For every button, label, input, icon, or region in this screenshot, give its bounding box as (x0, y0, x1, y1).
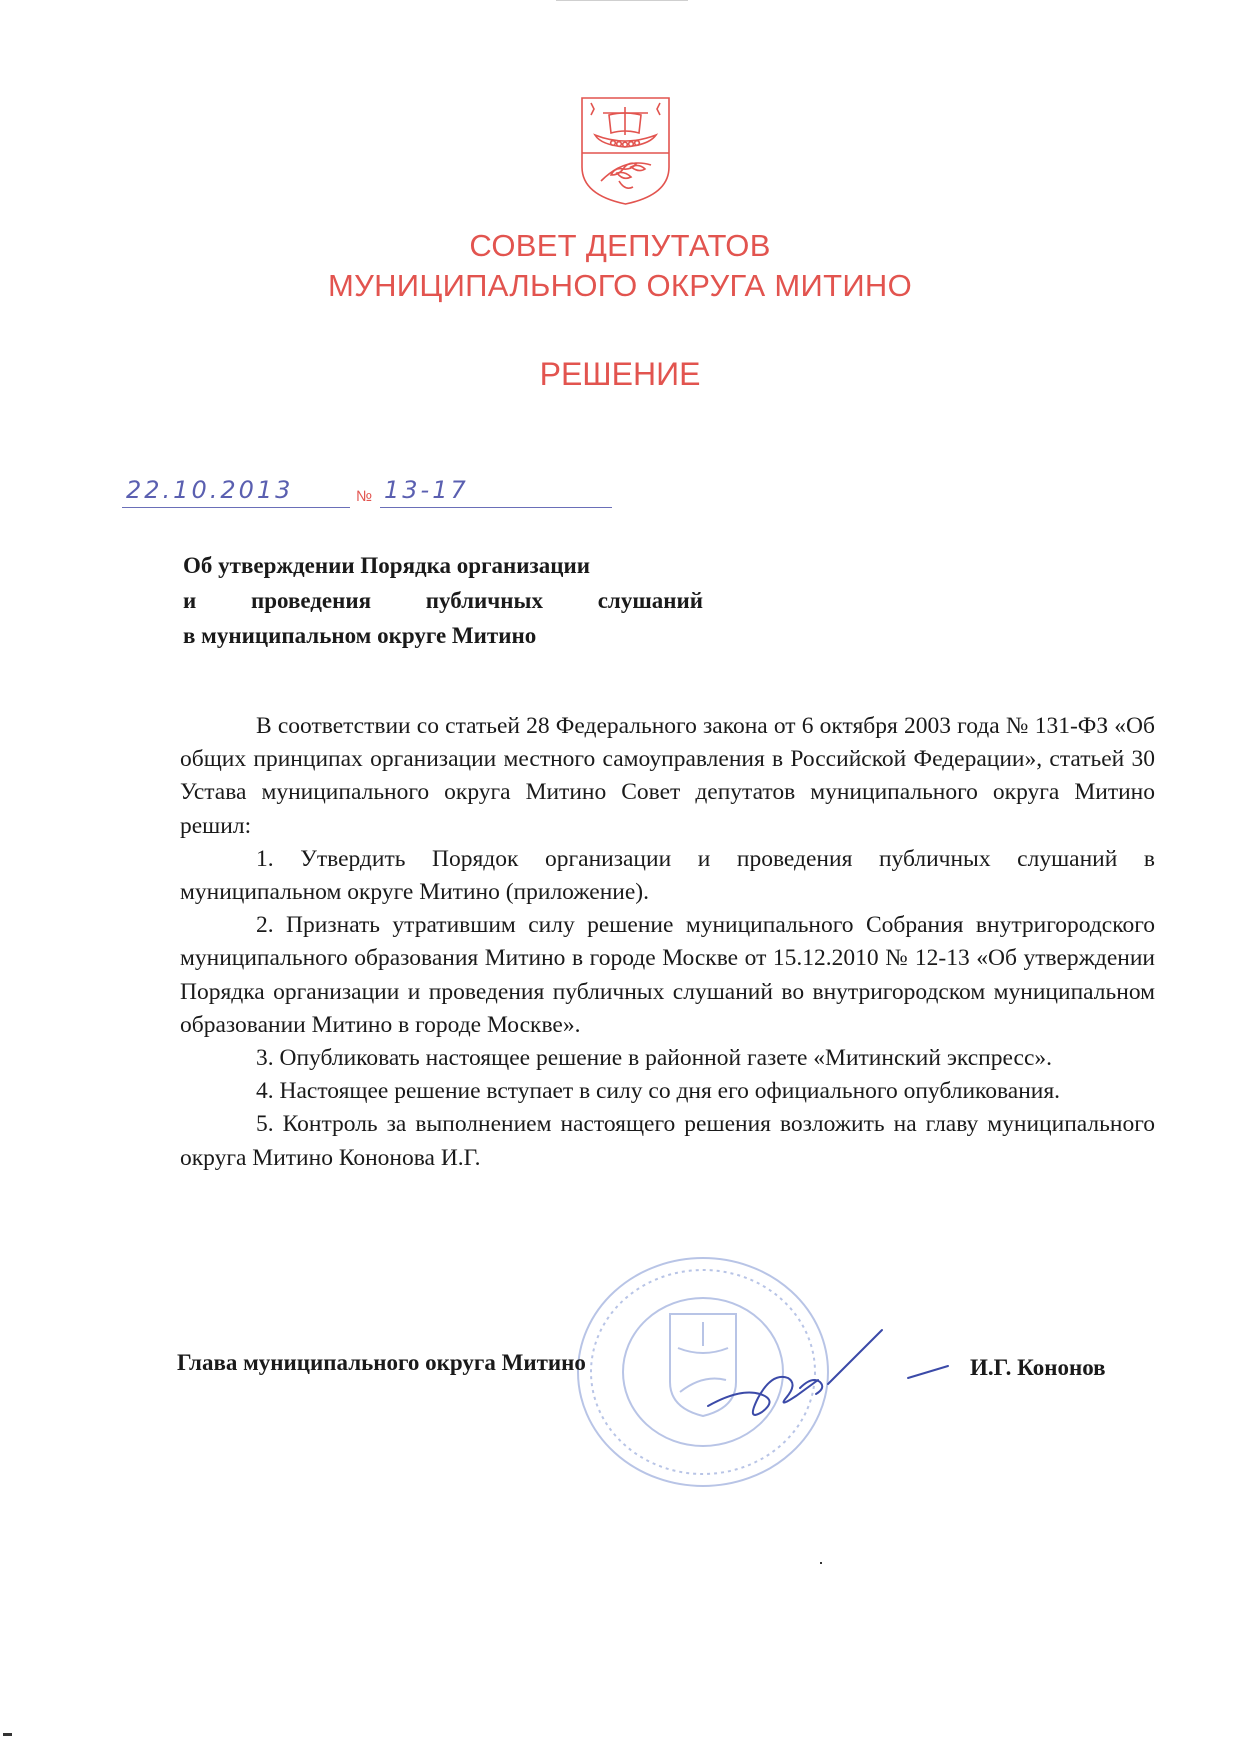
handwritten-date: 22.10.2013 (126, 476, 294, 504)
title-line-1: Об утверждении Порядка организации (183, 553, 591, 578)
preamble-paragraph: В соответствии со статьей 28 Федерального закона от 6 октября 2003 года № 131-ФЗ «Об общих принципах организации местного самоуправления в Российской Федерации», статьей 30 Устава муниципального округа Митино Совет депутатов муниципального округа Митино решил: (180, 713, 1155, 839)
scan-speck (820, 1562, 822, 1564)
number-sign: № (356, 488, 373, 505)
decision-item-4: 4. Настоящее решение вступает в силу со дня его официального опубликования. (256, 1078, 1061, 1105)
org-name-line-1: СОВЕТ ДЕПУТАТОВ (469, 228, 771, 263)
decision-title (183, 548, 703, 653)
org-name-line-2: МУНИЦИПАЛЬНОГО ОКРУГА МИТИНО (327, 268, 913, 303)
decision-item-1: 1. Утвердить Порядок организации и проведения публичных слушаний в муниципальном округе Митино (приложение). (180, 845, 1155, 906)
scan-edge (556, 0, 688, 1)
decision-item-5: 5. Контроль за выполнением настоящего решения возложить на главу муниципального округа Митино Кононова И.Г. (180, 1111, 1155, 1171)
decision-item-2: 2. Признать утратившим силу решение муниципального Собрания внутригородского муниципального образования Митино в городе Москве от 15.12.2010 № 12-13 «Об утверждении Порядка организации и проведения публичных слушаний во внутригородском муниципальном образовании Митино в городе Москве». (180, 912, 1155, 1038)
document-type-heading: РЕШЕНИЕ (539, 356, 701, 392)
handwritten-number: 13-17 (384, 476, 469, 504)
title-line-2: и проведения публичных слушаний (183, 588, 703, 613)
mitino-coat-of-arms-icon (579, 95, 672, 207)
handwritten-signature-icon (700, 1318, 960, 1428)
date-underline (122, 507, 350, 508)
number-underline (380, 507, 612, 508)
scan-speck (3, 1733, 12, 1736)
signatory-name: И.Г. Кононов (970, 1355, 1106, 1380)
title-line-3: в муниципальном округе Митино (183, 623, 537, 648)
registration-line (122, 478, 622, 510)
signatory-role: Глава муниципального округа Митино (177, 1350, 586, 1375)
decision-body (180, 710, 1155, 1175)
decision-item-3: 3. Опубликовать настоящее решение в районной газете «Митинский экспресс». (256, 1045, 1052, 1072)
